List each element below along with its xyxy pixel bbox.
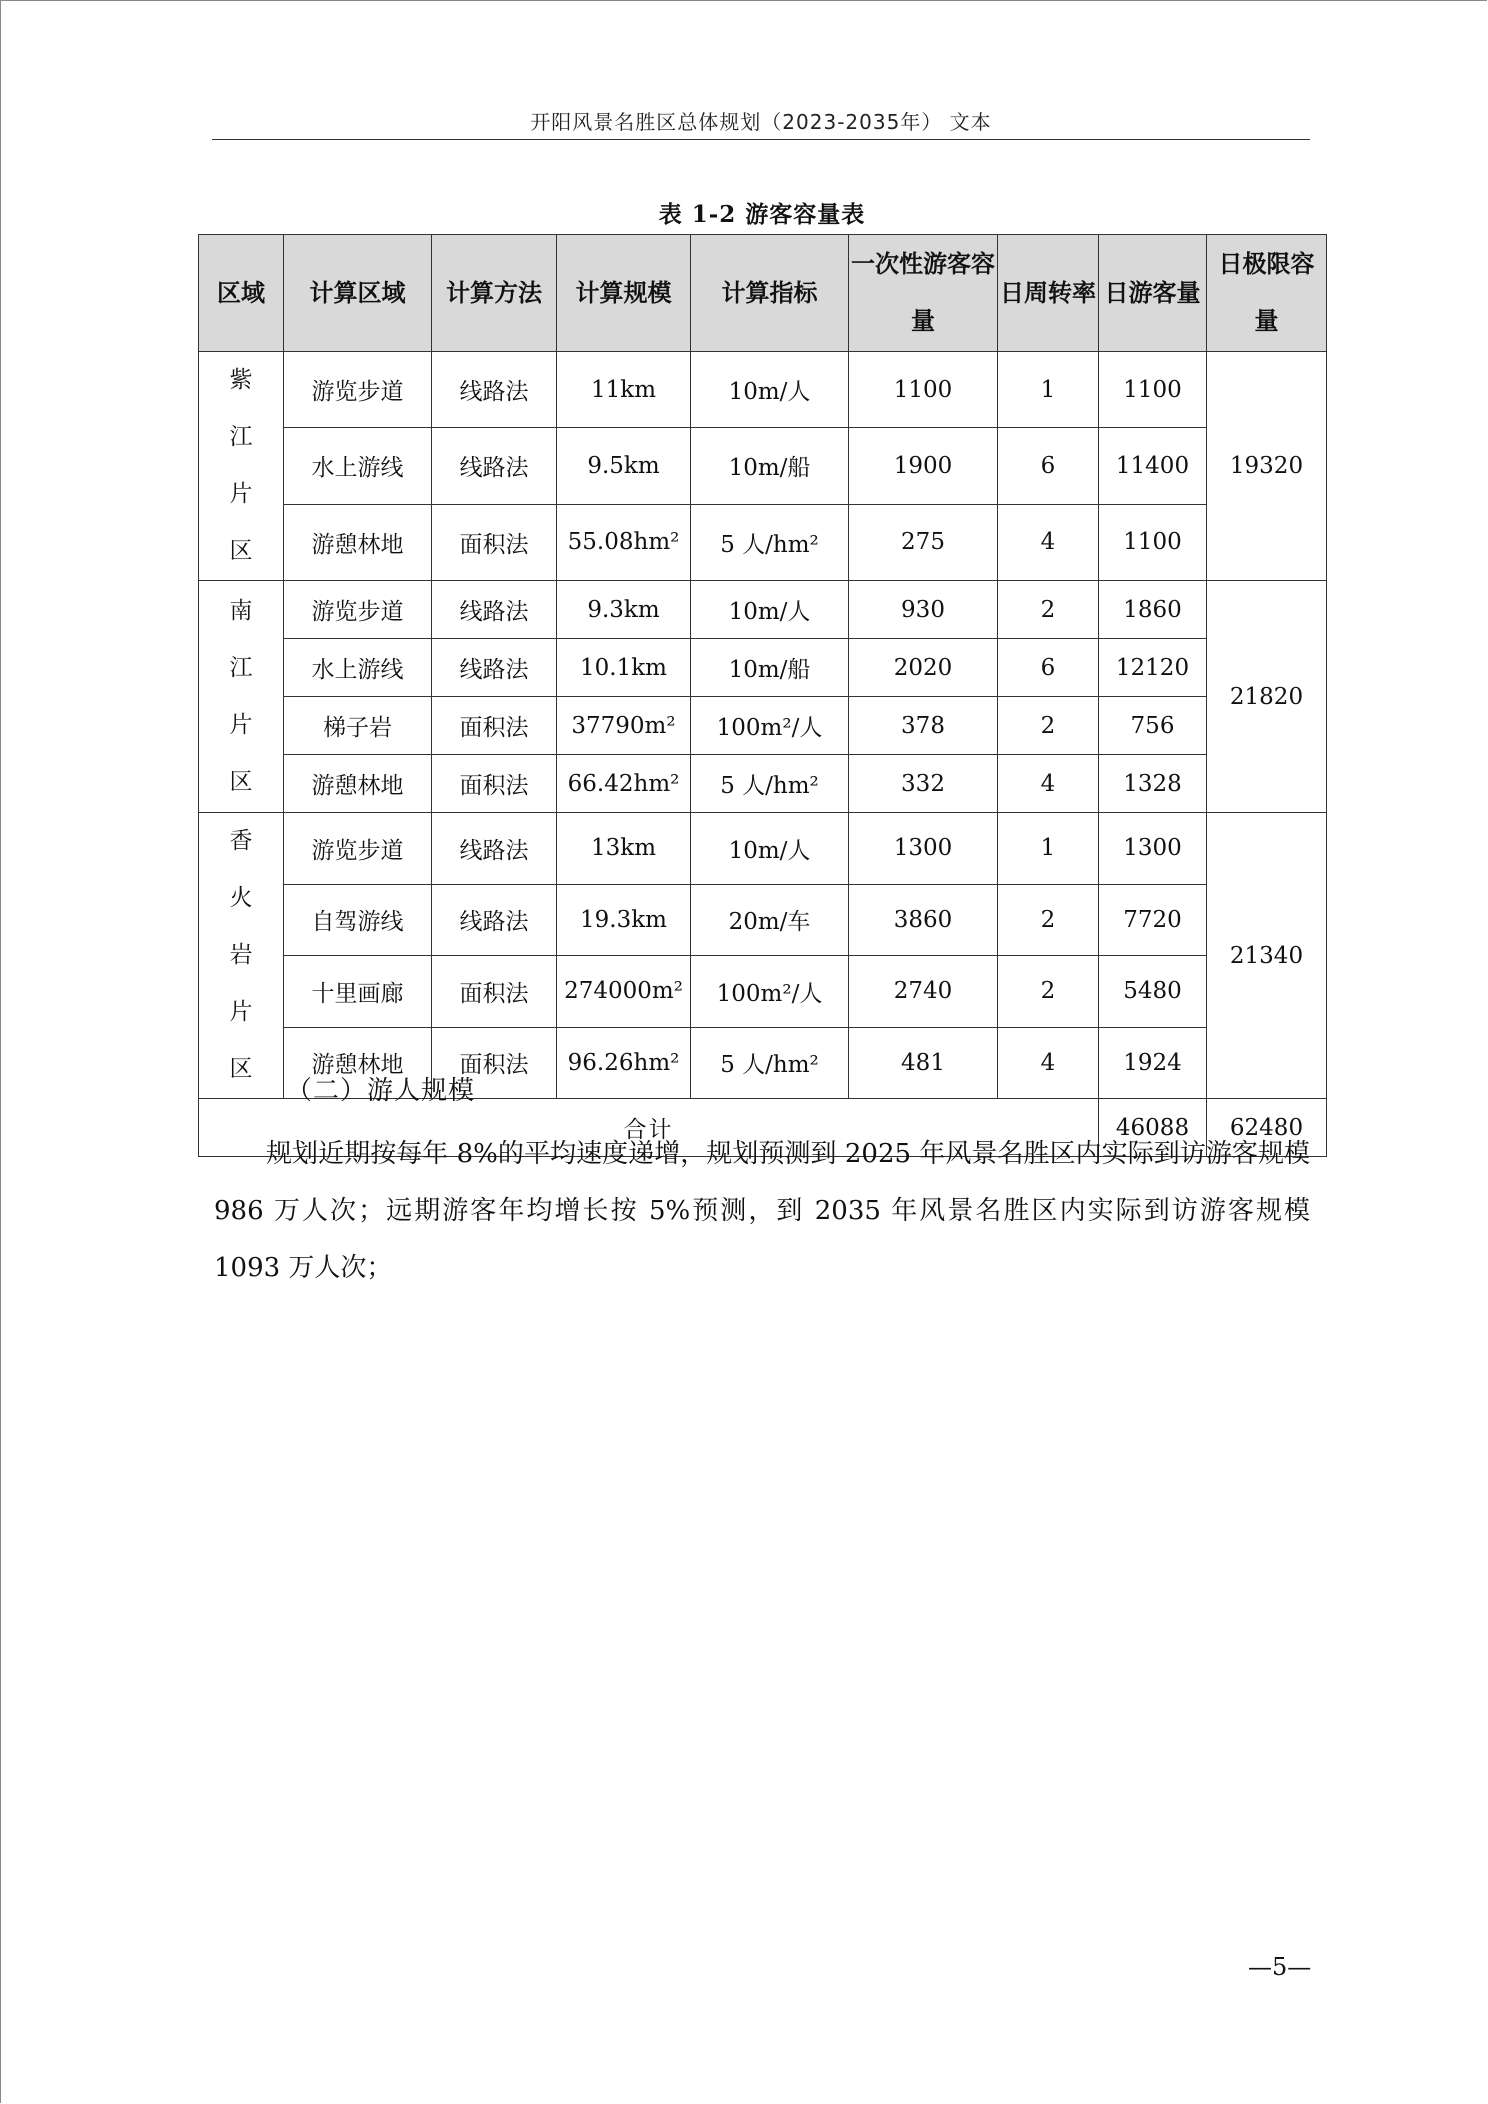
table-cell: 4: [998, 504, 1099, 580]
table-cell: 线路法: [432, 581, 557, 639]
table-cell: 100m²/人: [691, 697, 849, 755]
table-cell: 930: [849, 581, 998, 639]
table-cell: 自驾游线: [284, 884, 432, 956]
table-row: [199, 755, 1327, 813]
table-cell: 1924: [1099, 1027, 1207, 1099]
limit-cell: 19320: [1207, 352, 1327, 581]
table-cell: 96.26hm²: [557, 1027, 691, 1099]
region-cell: 南江片区: [199, 581, 284, 813]
table-cell: 10.1km: [557, 639, 691, 697]
table-cell: 5 人/hm²: [691, 504, 849, 580]
table-row: [199, 639, 1327, 697]
table-cell: 水上游线: [284, 428, 432, 504]
page-number: —5—: [1248, 1953, 1312, 1981]
document-header: 开阳风景名胜区总体规划（2023-2035年） 文本: [530, 110, 992, 134]
table-cell: 5 人/hm²: [691, 755, 849, 813]
header-cell: 日周转率: [998, 235, 1099, 352]
table-cell: 9.5km: [557, 428, 691, 504]
table-cell: 十里画廊: [284, 956, 432, 1028]
header-rule: [212, 139, 1310, 140]
body-paragraph: 规划近期按每年 8%的平均速度递增，规划预测到 2025 年风景名胜区内实际到访游客规模 986 万人次；远期游客年均增长按 5%预测，到 2035 年风景名胜区内实际到访游客规模 1093 万人次；: [214, 1139, 1310, 1283]
total-limit: 62480: [1207, 1099, 1327, 1157]
table-cell: 6: [998, 639, 1099, 697]
table-cell: 面积法: [432, 755, 557, 813]
limit-cell: 21820: [1207, 581, 1327, 813]
table-cell: 游憩林地: [284, 504, 432, 580]
table-header-row: [199, 235, 1327, 352]
table-cell: 1100: [849, 352, 998, 428]
table-cell: 10m/人: [691, 581, 849, 639]
region-cell: 紫江片区: [199, 352, 284, 581]
table-cell: 2: [998, 581, 1099, 639]
table-cell: 1300: [1099, 813, 1207, 885]
table-cell: 332: [849, 755, 998, 813]
table-cell: 水上游线: [284, 639, 432, 697]
table-cell: 游憩林地: [284, 1027, 432, 1099]
table-cell: 55.08hm²: [557, 504, 691, 580]
table-cell: 37790m²: [557, 697, 691, 755]
table-cell: 275: [849, 504, 998, 580]
table-cell: 10m/人: [691, 352, 849, 428]
table-cell: 线路法: [432, 813, 557, 885]
table-cell: 线路法: [432, 639, 557, 697]
table-cell: 1: [998, 813, 1099, 885]
table-cell: 5480: [1099, 956, 1207, 1028]
table-cell: 12120: [1099, 639, 1207, 697]
table-cell: 4: [998, 755, 1099, 813]
header-cell: 计算方法: [432, 235, 557, 352]
table-cell: 2: [998, 884, 1099, 956]
table-cell: 面积法: [432, 1027, 557, 1099]
table-cell: 1328: [1099, 755, 1207, 813]
table-cell: 19.3km: [557, 884, 691, 956]
table-cell: 4: [998, 1027, 1099, 1099]
header-cell: 计算规模: [557, 235, 691, 352]
header-cell: 计算区域: [284, 235, 432, 352]
table-cell: 7720: [1099, 884, 1207, 956]
table-cell: 11400: [1099, 428, 1207, 504]
table-cell: 1100: [1099, 352, 1207, 428]
table-cell: 11km: [557, 352, 691, 428]
table-cell: 游憩林地: [284, 755, 432, 813]
table-row: [199, 956, 1327, 1028]
table-cell: 1100: [1099, 504, 1207, 580]
table-cell: 100m²/人: [691, 956, 849, 1028]
table-cell: 2: [998, 697, 1099, 755]
table-cell: 756: [1099, 697, 1207, 755]
table-cell: 游览步道: [284, 813, 432, 885]
table-cell: 3860: [849, 884, 998, 956]
table-cell: 274000m²: [557, 956, 691, 1028]
table-cell: 线路法: [432, 428, 557, 504]
table-cell: 2020: [849, 639, 998, 697]
table-cell: 20m/车: [691, 884, 849, 956]
table-cell: 1: [998, 352, 1099, 428]
region-cell: 香火岩片区: [199, 813, 284, 1099]
header-cell: 计算指标: [691, 235, 849, 352]
table-cell: 线路法: [432, 352, 557, 428]
table-cell: 面积法: [432, 504, 557, 580]
table-row: [199, 504, 1327, 580]
table-cell: 面积法: [432, 697, 557, 755]
table-cell: 10m/船: [691, 639, 849, 697]
table-cell: 1860: [1099, 581, 1207, 639]
table-cell: 66.42hm²: [557, 755, 691, 813]
table-cell: 面积法: [432, 956, 557, 1028]
table-cell: 378: [849, 697, 998, 755]
table-cell: 梯子岩: [284, 697, 432, 755]
total-daily: 46088: [1099, 1099, 1207, 1157]
header-cell: 日极限容量: [1207, 235, 1327, 352]
total-label: 合计: [199, 1099, 1099, 1157]
table-cell: 游览步道: [284, 581, 432, 639]
table-cell: 6: [998, 428, 1099, 504]
table-row: [199, 428, 1327, 504]
table-cell: 2: [998, 956, 1099, 1028]
table-row: [199, 581, 1327, 639]
visitor-capacity-table: [198, 234, 1327, 1157]
table-cell: 10m/船: [691, 428, 849, 504]
header-cell: 区域: [199, 235, 284, 352]
table-cell: 9.3km: [557, 581, 691, 639]
table-cell: 游览步道: [284, 352, 432, 428]
limit-cell: 21340: [1207, 813, 1327, 1099]
table-cell: 13km: [557, 813, 691, 885]
table-row: [199, 697, 1327, 755]
table-cell: 1300: [849, 813, 998, 885]
table-caption: 表 1-2 游客容量表: [658, 201, 866, 228]
table-cell: 10m/人: [691, 813, 849, 885]
table-row: [199, 352, 1327, 428]
table-cell: 5 人/hm²: [691, 1027, 849, 1099]
section-heading: （二）游人规模: [286, 1076, 476, 1106]
header-cell: 日游客量: [1099, 235, 1207, 352]
table-cell: 481: [849, 1027, 998, 1099]
header-cell: 一次性游客容量: [849, 235, 998, 352]
table-cell: 线路法: [432, 884, 557, 956]
table-cell: 1900: [849, 428, 998, 504]
table-row: [199, 884, 1327, 956]
table-row: [199, 813, 1327, 885]
table-cell: 2740: [849, 956, 998, 1028]
